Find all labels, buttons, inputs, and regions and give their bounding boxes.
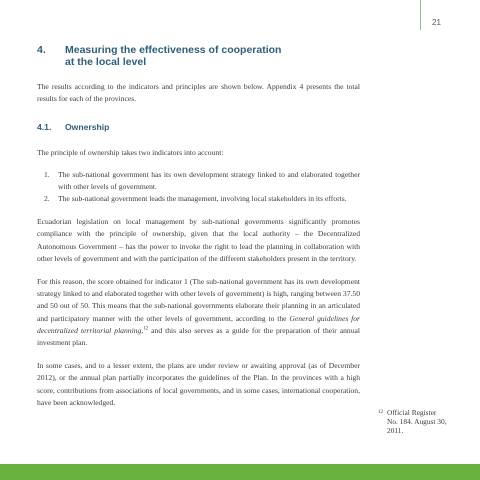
footnote-reference[interactable]: 12 [143,326,149,332]
footnote-number: 12 [378,410,383,415]
section-heading [37,44,360,68]
section-intro: The results according to the indicators and principles are shown below. Appendix 4 presents the total results for each of the provinces. [37,82,360,104]
paragraph-legislation: Ecuadorian legislation on local management by sub-national governments significantly promotes compliance with the principle of ownership, given that the local authority – the Decentralized Autonomous Government – has the power to invoke the right to lead the planning in collaboration with other levels of government and with the participation of the different stakeholders present in the territory. [37,217,360,263]
section-number: 4. [37,44,46,56]
paragraph-indicator-score [37,276,360,349]
page-number-divider [420,0,421,30]
guidelines-title: General guidelines for decentralized territorial planning, [37,313,360,335]
subsection-title: Ownership [65,122,110,133]
section-title [65,44,360,68]
page-header [0,0,480,30]
paragraph-text-a: For this reason, the score obtained for indicator 1 (The sub-national government has its own development strategy linked to and elaborated together with other levels of government) is high, ranging between 37.50 and 50 out of 50. This means that the sub-national governments elaborate their planning in an articulated and participatory manner with the other levels of government, according to the [37,277,360,323]
section-title-line1: Measuring the effectiveness of cooperation [65,44,282,56]
subsection-number: 4.1. [37,122,52,133]
list-item [37,169,360,193]
footnote [378,408,447,436]
subsection-intro: The principle of ownership takes two indicators into account: [37,148,224,158]
subsection-heading [37,122,360,133]
paragraph-text-b: and this also serves as a guide for the preparation of their annual investment plan. [37,325,361,348]
footnote-text: Official Register No. 184. August 30, 2011. [387,408,447,436]
main-content [37,44,360,409]
paragraph-review: In some cases, and to a lesser extent, the plans are under review or awaiting approval (as of December 2012), or the annual plan partially incorporates the guidelines of the Plan. In the provinces with a high score, contributions from associations of local governments, and in some cases, international cooperation, have been acknowledged. [37,361,360,407]
section-title-line2: at the local level [65,56,147,68]
list-item [37,193,360,205]
list-item-number: 1. [44,169,50,179]
footer-bar [0,464,480,480]
list-item-text: The sub-national government has its own development strategy linked to and elaborated together with other levels of government. [58,169,360,191]
indicator-list [37,169,360,206]
list-item-number: 2. [44,194,50,204]
list-item-text: The sub-national government leads the management, involving local stakeholders in its efforts. [58,194,347,204]
page-number: 21 [432,18,441,27]
